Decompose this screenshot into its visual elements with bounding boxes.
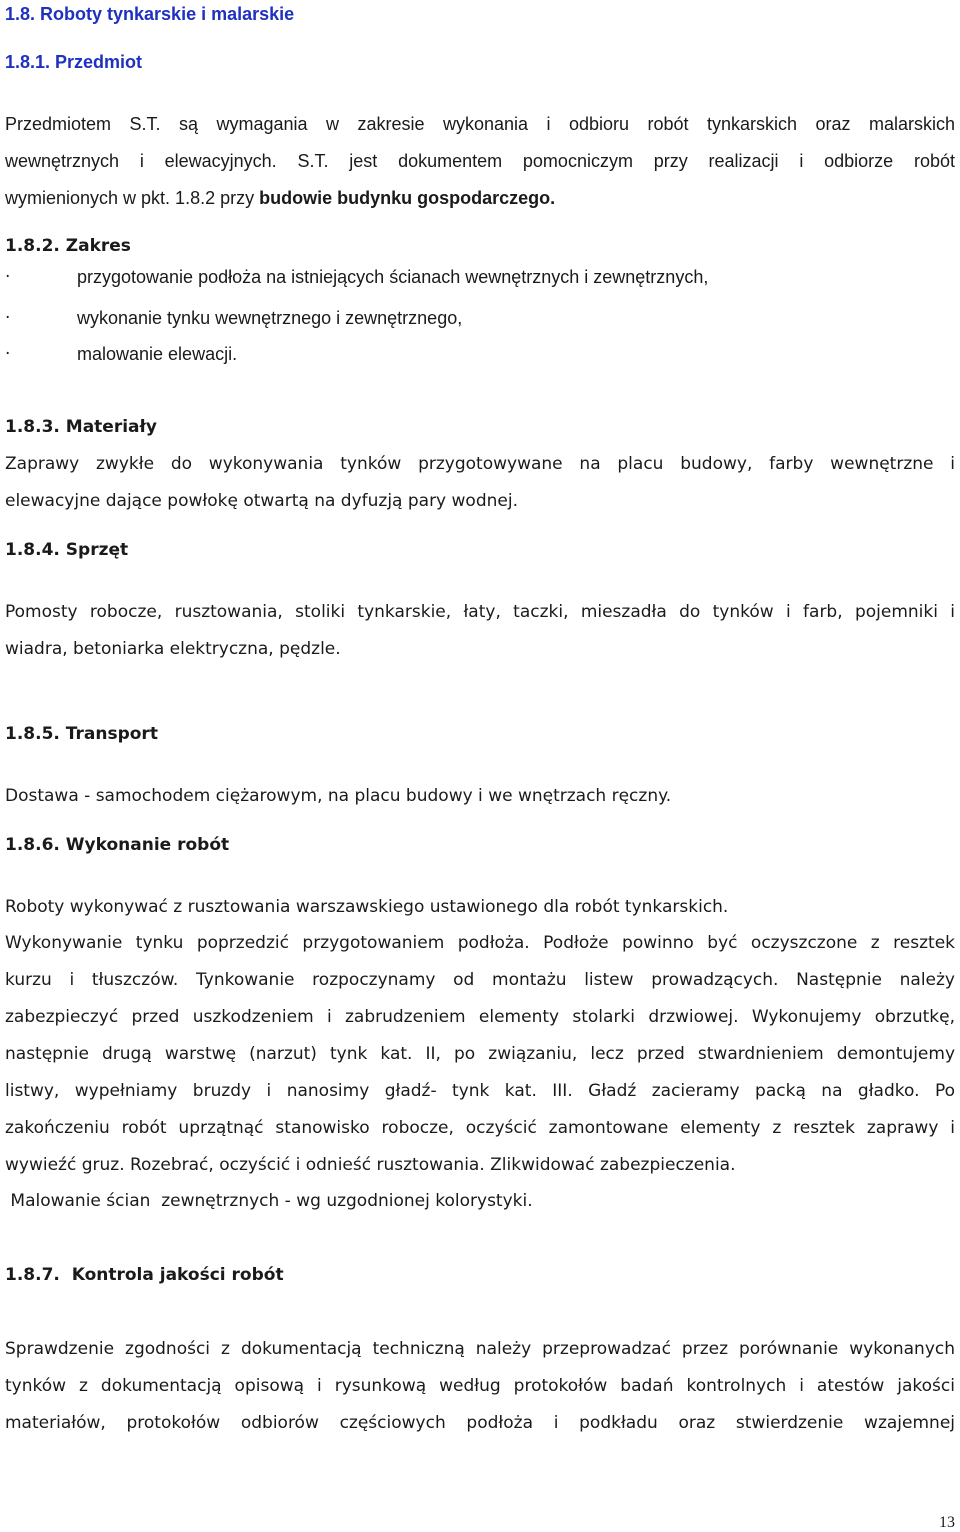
paragraph-line: Sprawdzenie zgodności z dokumentacją techniczną należy przeprowadzać przez porównanie wykonanych bbox=[5, 1339, 955, 1359]
paragraph-bold-text: budowie budynku gospodarczego. bbox=[259, 188, 556, 208]
paragraph-line: Przedmiotem S.T. są wymagania w zakresie wykonania i odbioru robót tynkarskich oraz malarskich bbox=[5, 114, 955, 134]
paragraph-line: Pomosty robocze, rusztowania, stoliki tynkarskie, łaty, taczki, mieszadła do tynków i farb, pojemniki i bbox=[5, 602, 955, 622]
paragraph-line: zabezpieczyć przed uszkodzeniem i zabrudzeniem elementy stolarki drzwiowej. Wykonujemy obrzutkę, bbox=[5, 1007, 955, 1027]
subsection-heading-sprzet: 1.8.4. Sprzęt bbox=[5, 540, 129, 560]
paragraph-line: Malowanie ścian zewnętrznych - wg uzgodnionej kolorystyki. bbox=[5, 1191, 533, 1211]
page-number: 13 bbox=[939, 1514, 955, 1531]
paragraph-line: elewacyjne dające powłokę otwartą na dyfuzją pary wodnej. bbox=[5, 491, 518, 511]
subsection-heading-kontrola: 1.8.7. Kontrola jakości robót bbox=[5, 1265, 284, 1285]
list-item-text: wykonanie tynku wewnętrznego i zewnętrznego, bbox=[77, 308, 463, 328]
subsection-heading-zakres: 1.8.2. Zakres bbox=[5, 236, 131, 256]
paragraph-line: materiałów, protokołów odbiorów częściowych podłoża i podkładu oraz stwierdzenie wzajemnej bbox=[5, 1413, 955, 1433]
section-heading: 1.8. Roboty tynkarskie i malarskie bbox=[5, 4, 295, 24]
paragraph-line: następnie drugą warstwę (narzut) tynk kat. II, po związaniu, lecz przed stwardnieniem demontujemy bbox=[5, 1044, 955, 1064]
bullet-icon: · bbox=[5, 344, 11, 364]
paragraph-text: wymienionych w pkt. 1.8.2 przy bbox=[5, 188, 260, 208]
paragraph-line: Roboty wykonywać z rusztowania warszawskiego ustawionego dla robót tynkarskich. bbox=[5, 897, 729, 917]
paragraph-line: zakończeniu robót uprzątnąć stanowisko robocze, oczyścić zamontowane elementy z resztek zaprawy i bbox=[5, 1118, 955, 1138]
bullet-icon: · bbox=[5, 267, 11, 287]
paragraph-line: Dostawa - samochodem ciężarowym, na placu budowy i we wnętrzach ręczny. bbox=[5, 786, 672, 806]
paragraph-line: tynków z dokumentacją opisową i rysunkową według protokołów badań kontrolnych i atestów jakości bbox=[5, 1376, 955, 1396]
bullet-icon: · bbox=[5, 308, 11, 328]
subsection-heading-materialy: 1.8.3. Materiały bbox=[5, 417, 157, 437]
subsection-heading-transport: 1.8.5. Transport bbox=[5, 724, 158, 744]
paragraph-line: listwy, wypełniamy bruzdy i nanosimy gładź- tynk kat. III. Gładź zacieramy packą na gładko. Po bbox=[5, 1081, 955, 1101]
list-item-text: malowanie elewacji. bbox=[77, 344, 238, 364]
subsection-heading-wykonanie: 1.8.6. Wykonanie robót bbox=[5, 835, 230, 855]
paragraph-line: Wykonywanie tynku poprzedzić przygotowaniem podłoża. Podłoże powinno być oczyszczone z resztek bbox=[5, 933, 955, 953]
subsection-heading-przedmiot: 1.8.1. Przedmiot bbox=[5, 52, 143, 72]
paragraph-line bbox=[5, 187, 555, 209]
paragraph-line: Zaprawy zwykłe do wykonywania tynków przygotowywane na placu budowy, farby wewnętrzne i bbox=[5, 454, 955, 474]
list-item-text: przygotowanie podłoża na istniejących ścianach wewnętrznych i zewnętrznych, bbox=[77, 267, 709, 287]
paragraph-line: kurzu i tłuszczów. Tynkowanie rozpoczynamy od montażu listew prowadzących. Następnie należy bbox=[5, 970, 955, 990]
paragraph-line: wewnętrznych i elewacyjnych. S.T. jest dokumentem pomocniczym przy realizacji i odbiorze robót bbox=[5, 151, 955, 171]
paragraph-line: wywieźć gruz. Rozebrać, oczyścić i odnieść rusztowania. Zlikwidować zabezpieczenia. bbox=[5, 1155, 736, 1175]
paragraph-line: wiadra, betoniarka elektryczna, pędzle. bbox=[5, 639, 341, 659]
